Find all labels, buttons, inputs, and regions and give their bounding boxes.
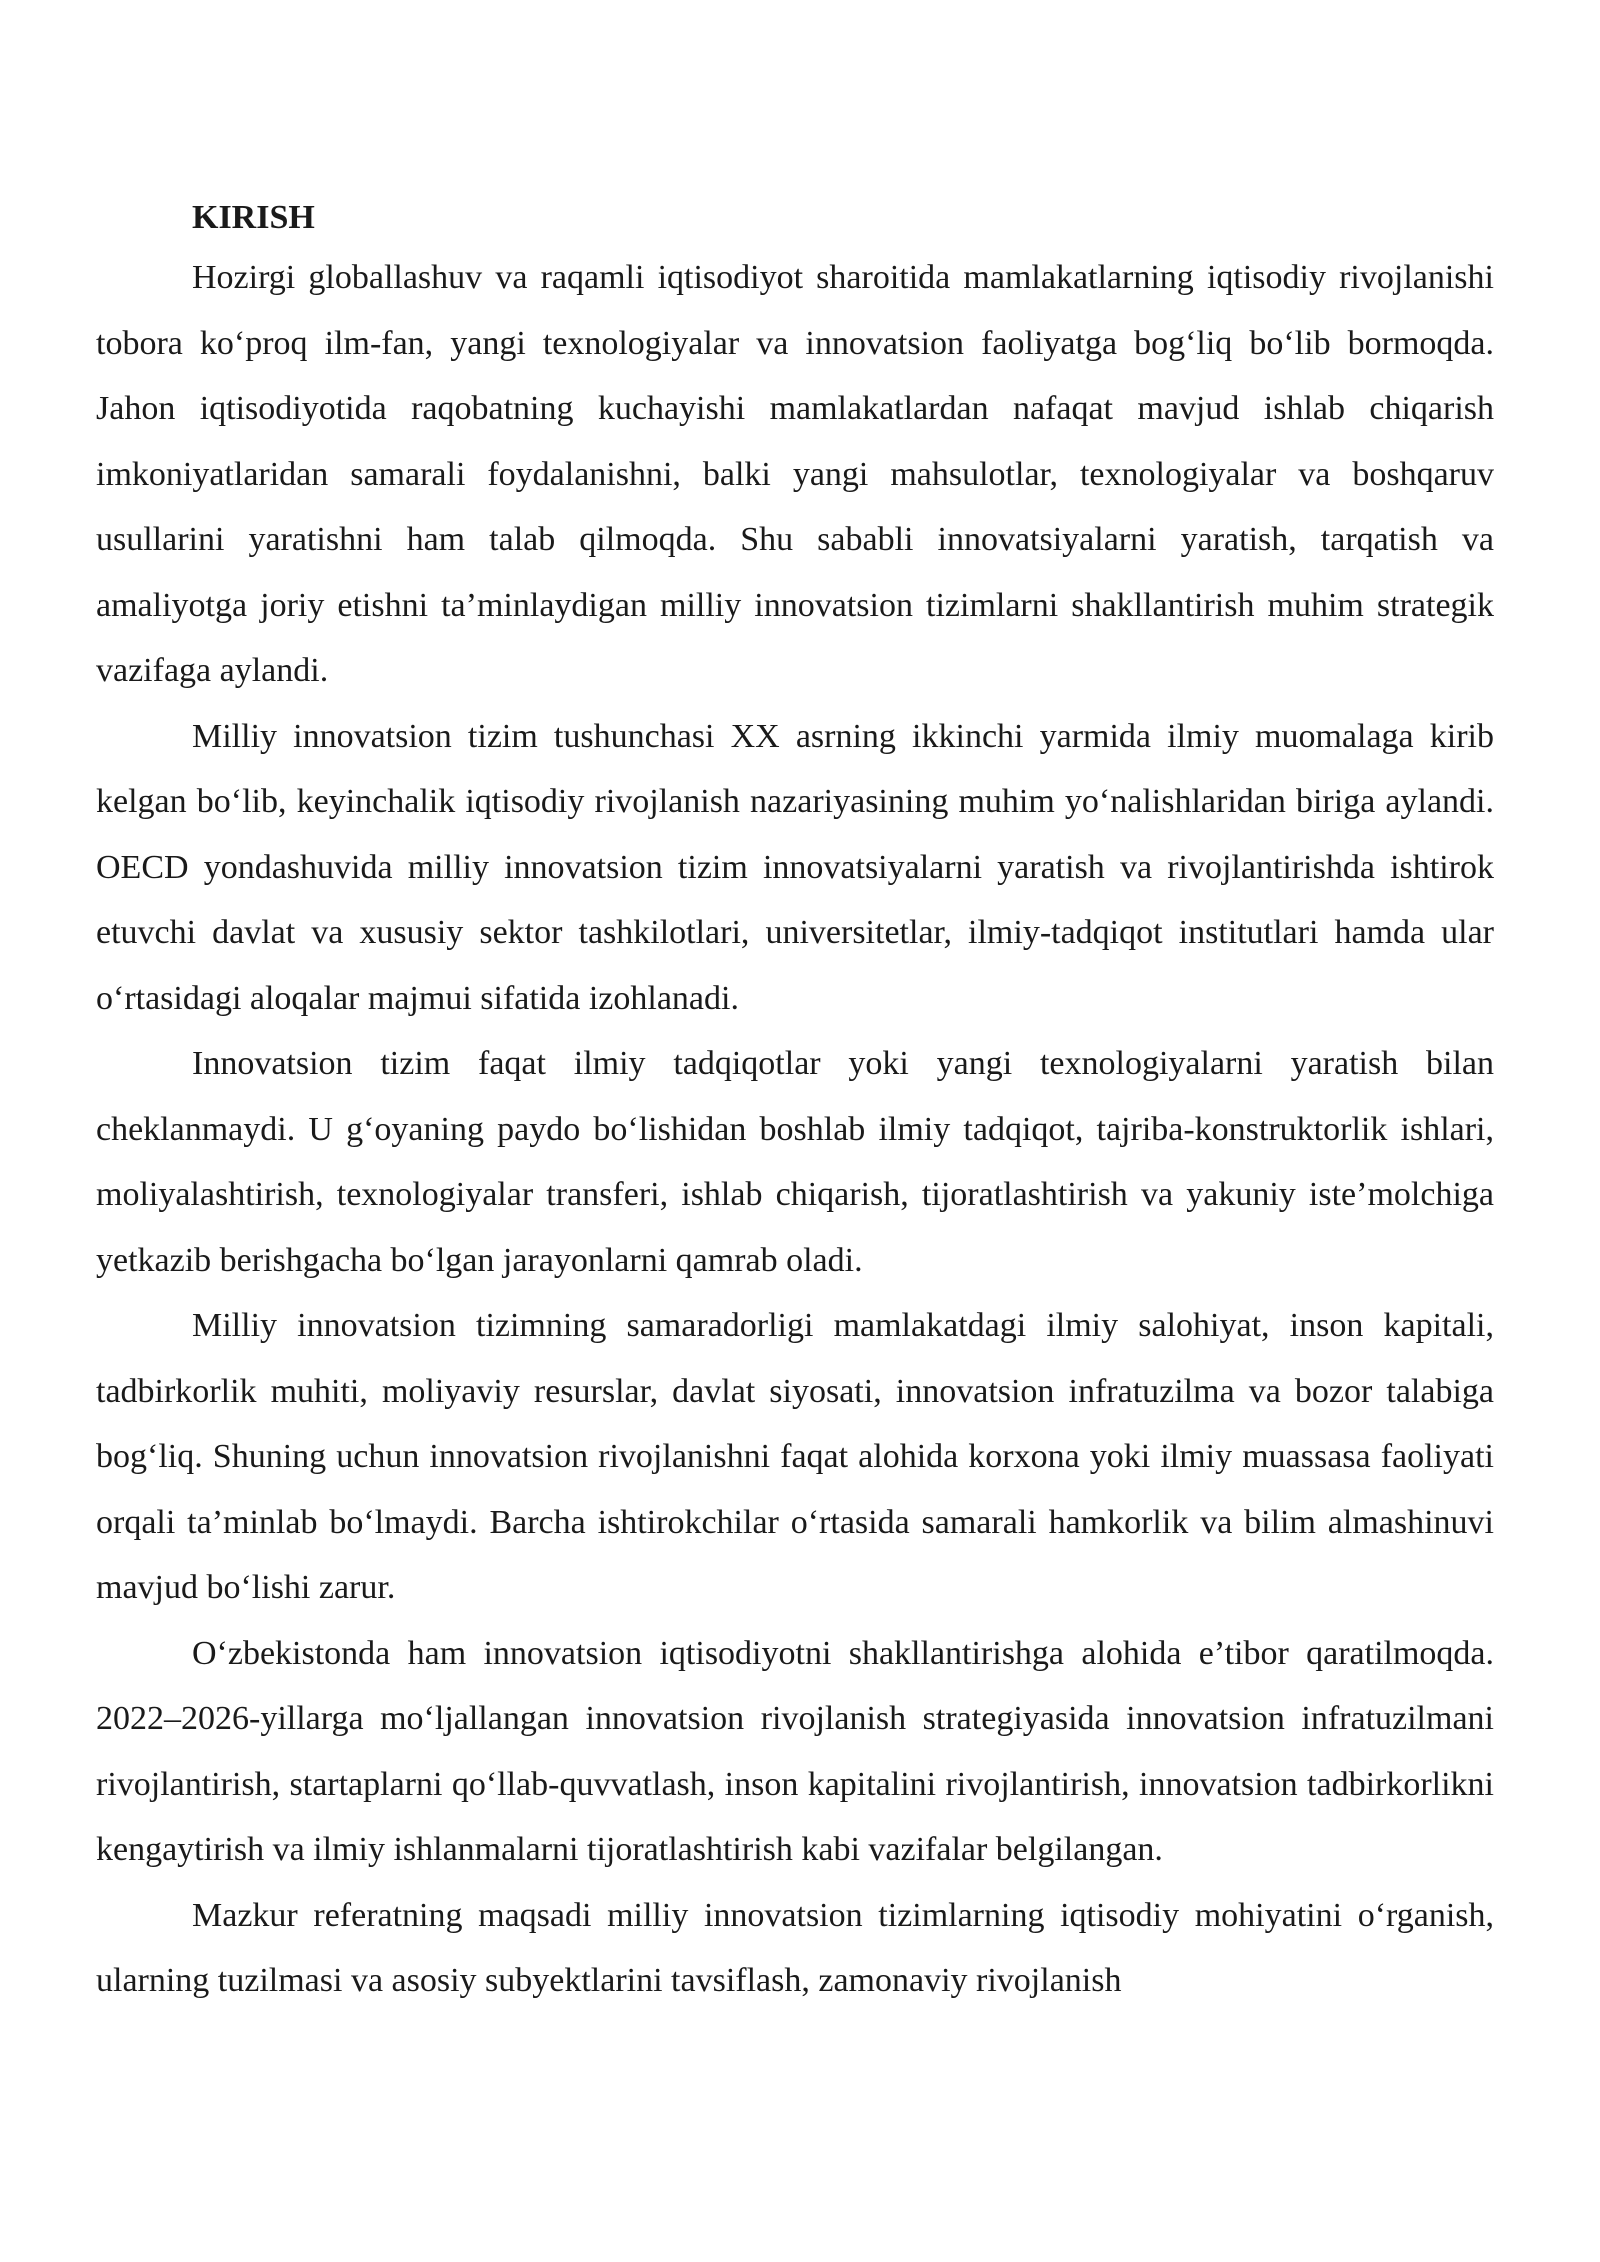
paragraph-5: O‘zbekistonda ham innovatsion iqtisodiyotni shakllantirishga alohida e’tibor qaratilmoqda. 2022–2026-yillarga mo‘ljallangan innovatsion rivojlanish strategiyasida innovatsion infratuzilmani rivojlantirish, startaplarni qo‘llab-quvvatlash, inson kapitalini rivojlantirish, innovatsion tadbirkorlikni kengaytirish va ilmiy ishlanmalarni tijoratlashtirish kabi vazifalar belgilangan. — [96, 1634, 1494, 1868]
paragraph-3: Innovatsion tizim faqat ilmiy tadqiqotlar yoki yangi texnologiyalarni yaratish bilan cheklanmaydi. U g‘oyaning paydo bo‘lishidan boshlab ilmiy tadqiqot, tajriba-konstruktorlik ishlari, moliyalashtirish, texnologiyalar transferi, ishlab chiqarish, tijoratlashtirish va yakuniy iste’molchiga yetkazib berishgacha bo‘lgan jarayonlarni qamrab oladi. — [96, 1045, 1494, 1279]
paragraph-1: Hozirgi globallashuv va raqamli iqtisodiyot sharoitida mamlakatlarning iqtisodiy rivojlanishi tobora ko‘proq ilm-fan, yangi texnologiyalar va innovatsion faoliyatga bog‘liq bo‘lib bormoqda. Jahon iqtisodiyotida raqobatning kuchayishi mamlakatlardan nafaqat mavjud ishlab chiqarish imkoniyatlaridan samarali foydalanishni, balki yangi mahsulotlar, texnologiyalar va boshqaruv usullarini yaratishni ham talab qilmoqda. Shu sababli innovatsiyalarni yaratish, tarqatish va amaliyotga joriy etishni ta’minlaydigan milliy innovatsion tizimlarni shakllantirish muhim strategik vazifaga aylandi. — [96, 259, 1494, 689]
paragraph-6: Mazkur referatning maqsadi milliy innovatsion tizimlarning iqtisodiy mohiyatini o‘rganish, ularning tuzilmasi va asosiy subyektlarini tavsiflash, zamonaviy rivojlanish — [96, 1896, 1494, 1999]
document-body — [96, 190, 1494, 2014]
paragraph-2: Milliy innovatsion tizim tushunchasi XX asrning ikkinchi yarmida ilmiy muomalaga kirib kelgan bo‘lib, keyinchalik iqtisodiy rivojlanish nazariyasining muhim yo‘nalishlaridan biriga aylandi. OECD yondashuvida milliy innovatsion tizim innovatsiyalarni yaratish va rivojlantirishda ishtirok etuvchi davlat va xususiy sektor tashkilotlari, universitetlar, ilmiy-tadqiqot institutlari hamda ular o‘rtasidagi aloqalar majmui sifatida izohlanadi. — [96, 717, 1494, 1017]
section-heading: KIRISH — [192, 199, 315, 236]
paragraph-4: Milliy innovatsion tizimning samaradorligi mamlakatdagi ilmiy salohiyat, inson kapitali, tadbirkorlik muhiti, moliyaviy resurslar, davlat siyosati, innovatsion infratuzilma va bozor talabiga bog‘liq. Shuning uchun innovatsion rivojlanishni faqat alohida korxona yoki ilmiy muassasa faoliyati orqali ta’minlab bo‘lmaydi. Barcha ishtirokchilar o‘rtasida samarali hamkorlik va bilim almashinuvi mavjud bo‘lishi zarur. — [96, 1307, 1494, 1606]
